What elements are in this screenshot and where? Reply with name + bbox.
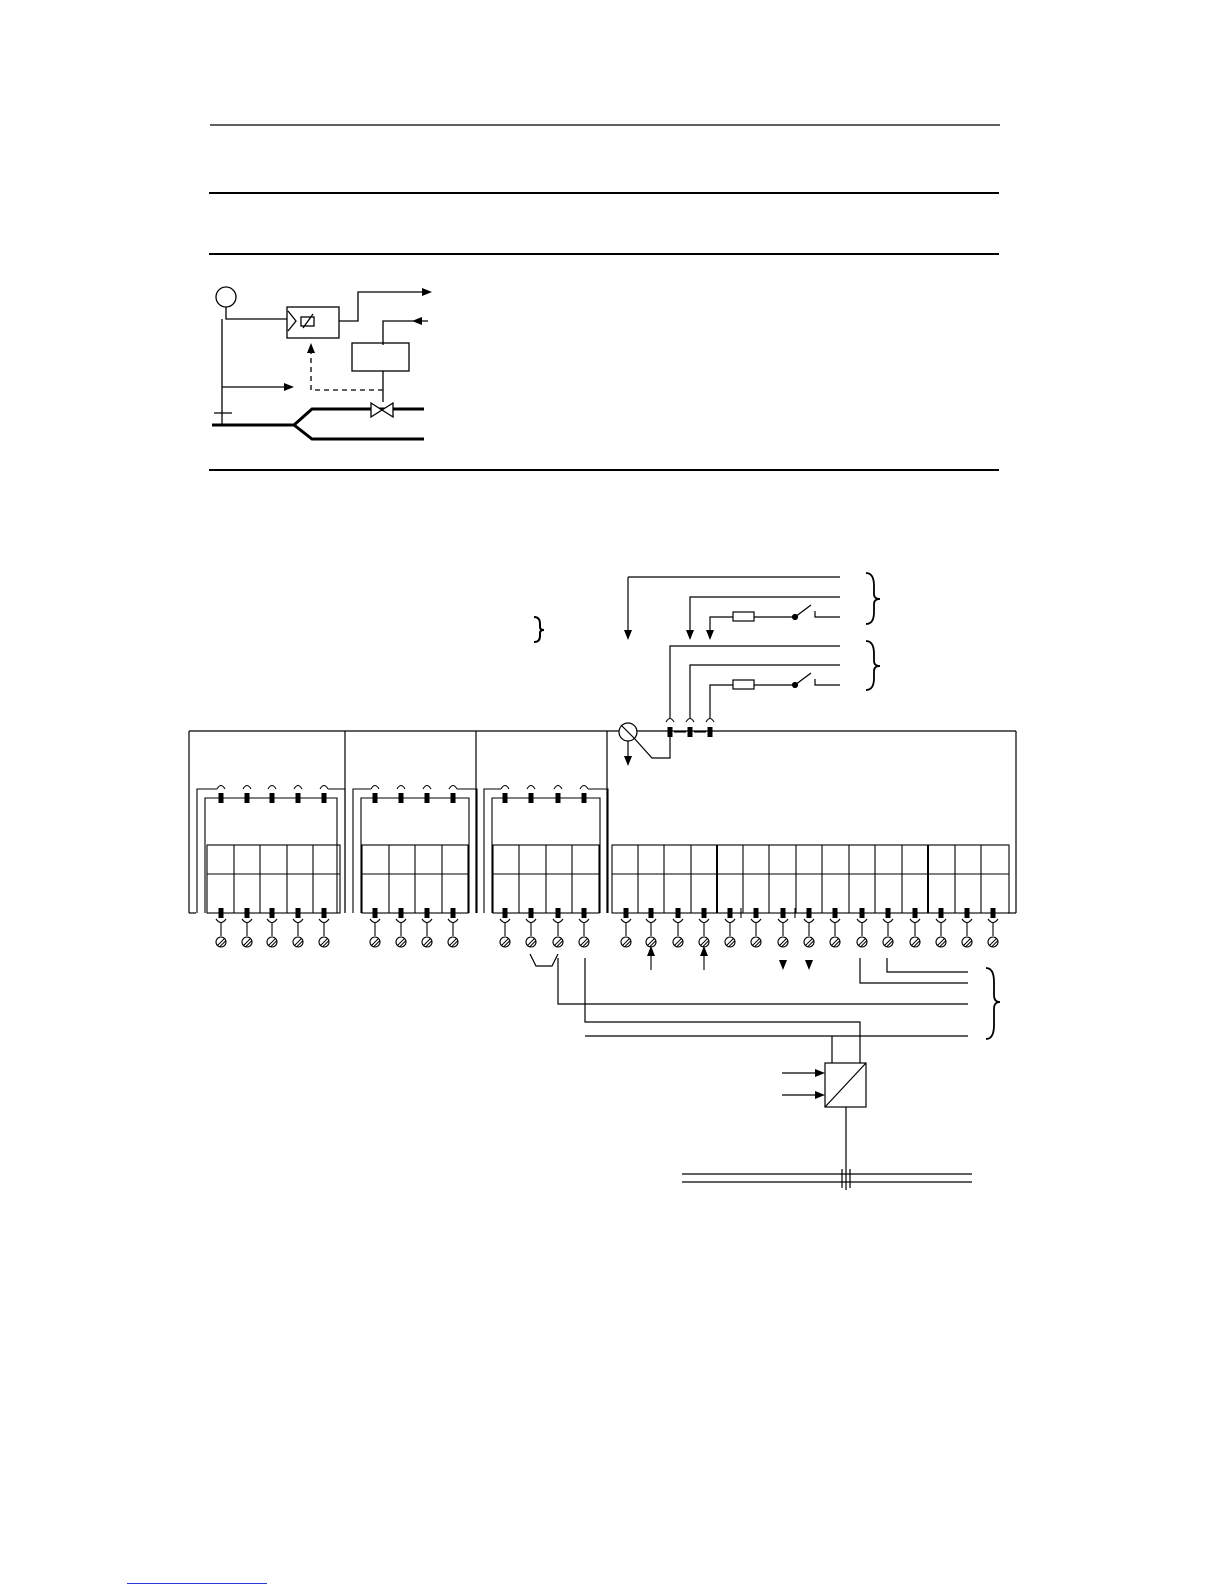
supply-terminal <box>708 727 713 737</box>
plug-contact <box>830 919 840 923</box>
plug-contact <box>500 919 510 923</box>
terminal-bar <box>296 908 301 918</box>
feedback-arrowhead <box>412 317 422 325</box>
fuse-2 <box>733 680 754 689</box>
dashed-signal <box>311 349 383 390</box>
plug-contact <box>804 919 814 923</box>
module-1 <box>197 786 345 914</box>
brace-top <box>866 573 880 624</box>
terminal-bar <box>833 908 838 918</box>
plug-contact <box>910 919 920 923</box>
output-arrowhead <box>422 288 432 296</box>
terminal-bar <box>913 908 918 918</box>
terminal-bar <box>322 908 327 918</box>
actuator-box <box>352 343 409 371</box>
sensor-wire <box>226 307 287 319</box>
terminal-bar <box>556 908 561 918</box>
terminal-bar <box>529 908 534 918</box>
supply-terminal <box>688 727 693 737</box>
plug-contact <box>526 919 536 923</box>
plug-contact <box>778 919 788 923</box>
plug-contact <box>267 919 277 923</box>
plug-contact <box>216 919 226 923</box>
plug-contact <box>936 919 946 923</box>
terminal-bar <box>425 908 430 918</box>
plug-contact <box>673 919 683 923</box>
switch-1 <box>795 605 811 617</box>
supply-terminal <box>668 727 673 737</box>
plug-contact <box>448 919 458 923</box>
terminal-bar <box>270 908 275 918</box>
plug-contact <box>553 919 563 923</box>
plug-contact <box>422 919 432 923</box>
terminal-bar <box>965 908 970 918</box>
supply-lines <box>534 573 880 718</box>
brace-mid <box>866 641 880 690</box>
output-arrow <box>779 960 787 970</box>
terminal-bar <box>624 908 629 918</box>
valve-symbol <box>371 403 393 417</box>
terminal-bar <box>939 908 944 918</box>
terminal-bar <box>219 908 224 918</box>
terminal-bar <box>807 908 812 918</box>
plug-contact <box>396 919 406 923</box>
plug-contact <box>883 919 893 923</box>
terminal-bar <box>886 908 891 918</box>
plug-contact <box>293 919 303 923</box>
module-4 <box>612 845 1009 918</box>
terminal-modules <box>197 719 1009 971</box>
plug-contact <box>857 919 867 923</box>
brace-small <box>534 617 544 642</box>
plug-contact <box>988 919 998 923</box>
plug-contact <box>621 919 631 923</box>
switch-2 <box>795 673 811 685</box>
plug-contact <box>699 919 709 923</box>
plug-contact <box>242 919 252 923</box>
terminal-bar <box>781 908 786 918</box>
plug-contact <box>962 919 972 923</box>
pipe-branch <box>294 425 424 439</box>
plug-contact <box>646 919 656 923</box>
terminal-bar <box>728 908 733 918</box>
plug-contact <box>370 919 380 923</box>
terminal-bar <box>399 908 404 918</box>
sensor-circle <box>216 287 236 307</box>
terminal-bar <box>860 908 865 918</box>
document-rules <box>209 125 1000 470</box>
plug-contact <box>319 919 329 923</box>
control-loop-schematic <box>212 287 432 439</box>
terminal-bar <box>582 908 587 918</box>
controller-input-symbol <box>288 311 296 331</box>
output-line <box>339 292 428 321</box>
brace-bottom <box>986 968 1000 1039</box>
terminal-bar <box>373 908 378 918</box>
terminal-bar <box>245 908 250 918</box>
terminal-bar <box>754 908 759 918</box>
output-arrow <box>805 960 813 970</box>
plug-contact <box>579 919 589 923</box>
input-arrow <box>700 946 708 956</box>
plug-contact <box>751 919 761 923</box>
plug-contact <box>725 919 735 923</box>
terminal-bar <box>991 908 996 918</box>
module-3 <box>484 786 608 914</box>
terminal-bar <box>503 908 508 918</box>
dashed-arrowhead <box>307 343 315 353</box>
lower-wiring <box>530 954 1000 1190</box>
module-2 <box>353 786 477 914</box>
terminal-bar <box>676 908 681 918</box>
terminal-bar <box>451 908 456 918</box>
input-arrow <box>647 946 655 956</box>
terminal-bar <box>649 908 654 918</box>
terminal-bar <box>702 908 707 918</box>
fuse-1 <box>733 612 754 621</box>
